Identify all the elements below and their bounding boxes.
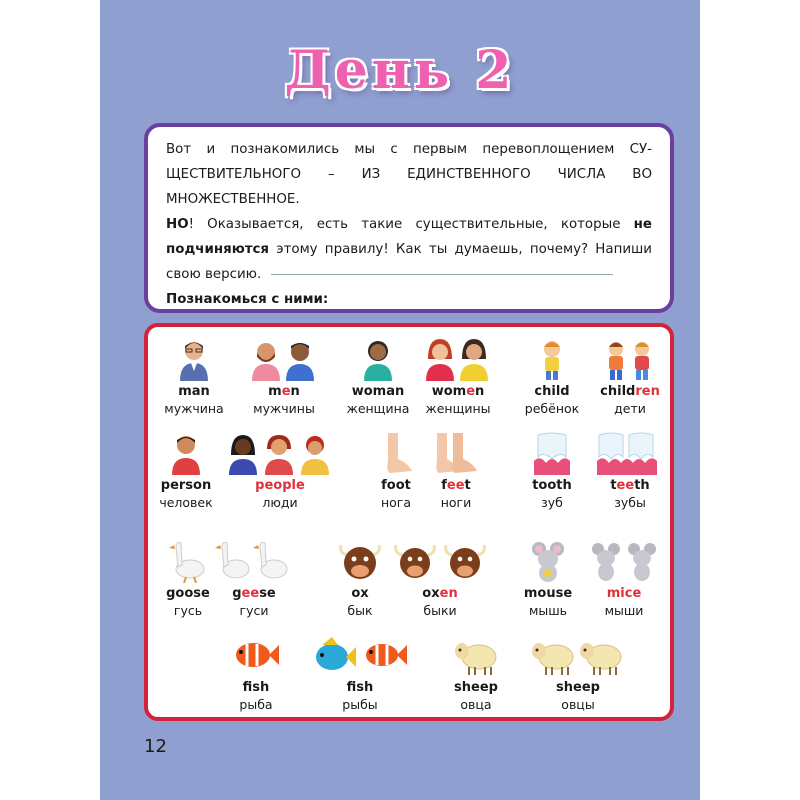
word-ru: гуси (239, 603, 269, 618)
word-grid (144, 323, 674, 721)
word-ru: быки (423, 603, 457, 618)
word-ru: овца (460, 697, 492, 712)
word-card-mice (574, 539, 674, 620)
sheep-icon (426, 633, 526, 677)
word-ru: рыбы (342, 697, 378, 712)
page-title: День 2 (284, 40, 516, 101)
word-ru: люди (262, 495, 298, 510)
word-ru: гусь (173, 603, 203, 618)
answer-line[interactable] (271, 274, 613, 275)
word-ru: женщина (346, 401, 410, 416)
word-en: mouse (523, 586, 573, 601)
word-en: child (534, 384, 570, 399)
word-en: mice (606, 586, 642, 601)
word-card-women (408, 337, 508, 418)
word-card-fishes (302, 633, 418, 714)
word-en: sheep (454, 680, 498, 695)
word-en: men (268, 384, 300, 399)
word-ru: мужчина (164, 401, 224, 416)
page-number: 12 (144, 736, 167, 757)
mice-icon (574, 539, 674, 583)
word-ru: рыба (239, 697, 273, 712)
workbook-page (100, 0, 700, 800)
intro-paragraph-2: НО! Оказывается, есть такие существительные, которые не подчиняются этому правилу! Как ты думаешь, почему? Напиши свою версию. (166, 217, 652, 282)
oxen-icon (382, 539, 498, 583)
word-card-oxen (382, 539, 498, 620)
word-en: teeth (610, 478, 650, 493)
word-ru: бык (347, 603, 373, 618)
word-en: oxen (422, 586, 458, 601)
word-en: people (255, 478, 305, 493)
women-icon (408, 337, 508, 381)
word-ru: ребёнок (524, 401, 580, 416)
word-en: goose (166, 586, 210, 601)
word-en: foot (381, 478, 411, 493)
word-en: geese (232, 586, 276, 601)
sheeps-icon (520, 633, 636, 677)
word-ru: зубы (614, 495, 646, 510)
word-en: man (178, 384, 210, 399)
men-icon (234, 337, 334, 381)
man-icon (144, 337, 244, 381)
geese-icon (204, 539, 304, 583)
intro-text-box (144, 123, 674, 313)
word-card-geese (204, 539, 304, 620)
intro-paragraph-1: Вот и познакомились мы с первым перевоплощением СУ-ЩЕСТВИТЕЛЬНОГО – ИЗ ЕДИНСТВЕННОГО ЧИСЛА ВО МНОЖЕСТВЕННОЕ. (166, 142, 652, 207)
word-card-fish (206, 633, 306, 714)
word-en: women (431, 384, 485, 399)
word-ru: мышь (528, 603, 568, 618)
word-card-feet (406, 431, 506, 512)
feet-icon (406, 431, 506, 475)
word-card-men (234, 337, 334, 418)
word-ru: дети (614, 401, 646, 416)
word-ru: нога (380, 495, 412, 510)
word-en: tooth (532, 478, 572, 493)
word-ru: зуб (541, 495, 563, 510)
fish-icon (206, 633, 306, 677)
people-icon (216, 431, 344, 475)
word-card-sheep (426, 633, 526, 714)
word-card-teeth (572, 431, 688, 512)
word-en: fish (242, 680, 270, 695)
word-en: children (600, 384, 660, 399)
word-ru: мыши (604, 603, 644, 618)
teeth-icon (572, 431, 688, 475)
word-card-man (144, 337, 244, 418)
word-card-children (580, 337, 680, 418)
word-ru: ноги (440, 495, 472, 510)
word-en: person (160, 478, 212, 493)
word-en: woman (351, 384, 405, 399)
word-ru: овцы (561, 697, 595, 712)
word-en: ox (351, 586, 369, 601)
intro-paragraph-3: Познакомься с ними: (166, 292, 329, 307)
word-en: feet (441, 478, 471, 493)
word-card-people (216, 431, 344, 512)
word-card-sheeps (520, 633, 636, 714)
word-en: sheep (556, 680, 600, 695)
word-ru: человек (159, 495, 213, 510)
word-en: fish (346, 680, 374, 695)
word-ru: мужчины (253, 401, 315, 416)
children-icon (580, 337, 680, 381)
fishes-icon (302, 633, 418, 677)
word-ru: женщины (425, 401, 491, 416)
